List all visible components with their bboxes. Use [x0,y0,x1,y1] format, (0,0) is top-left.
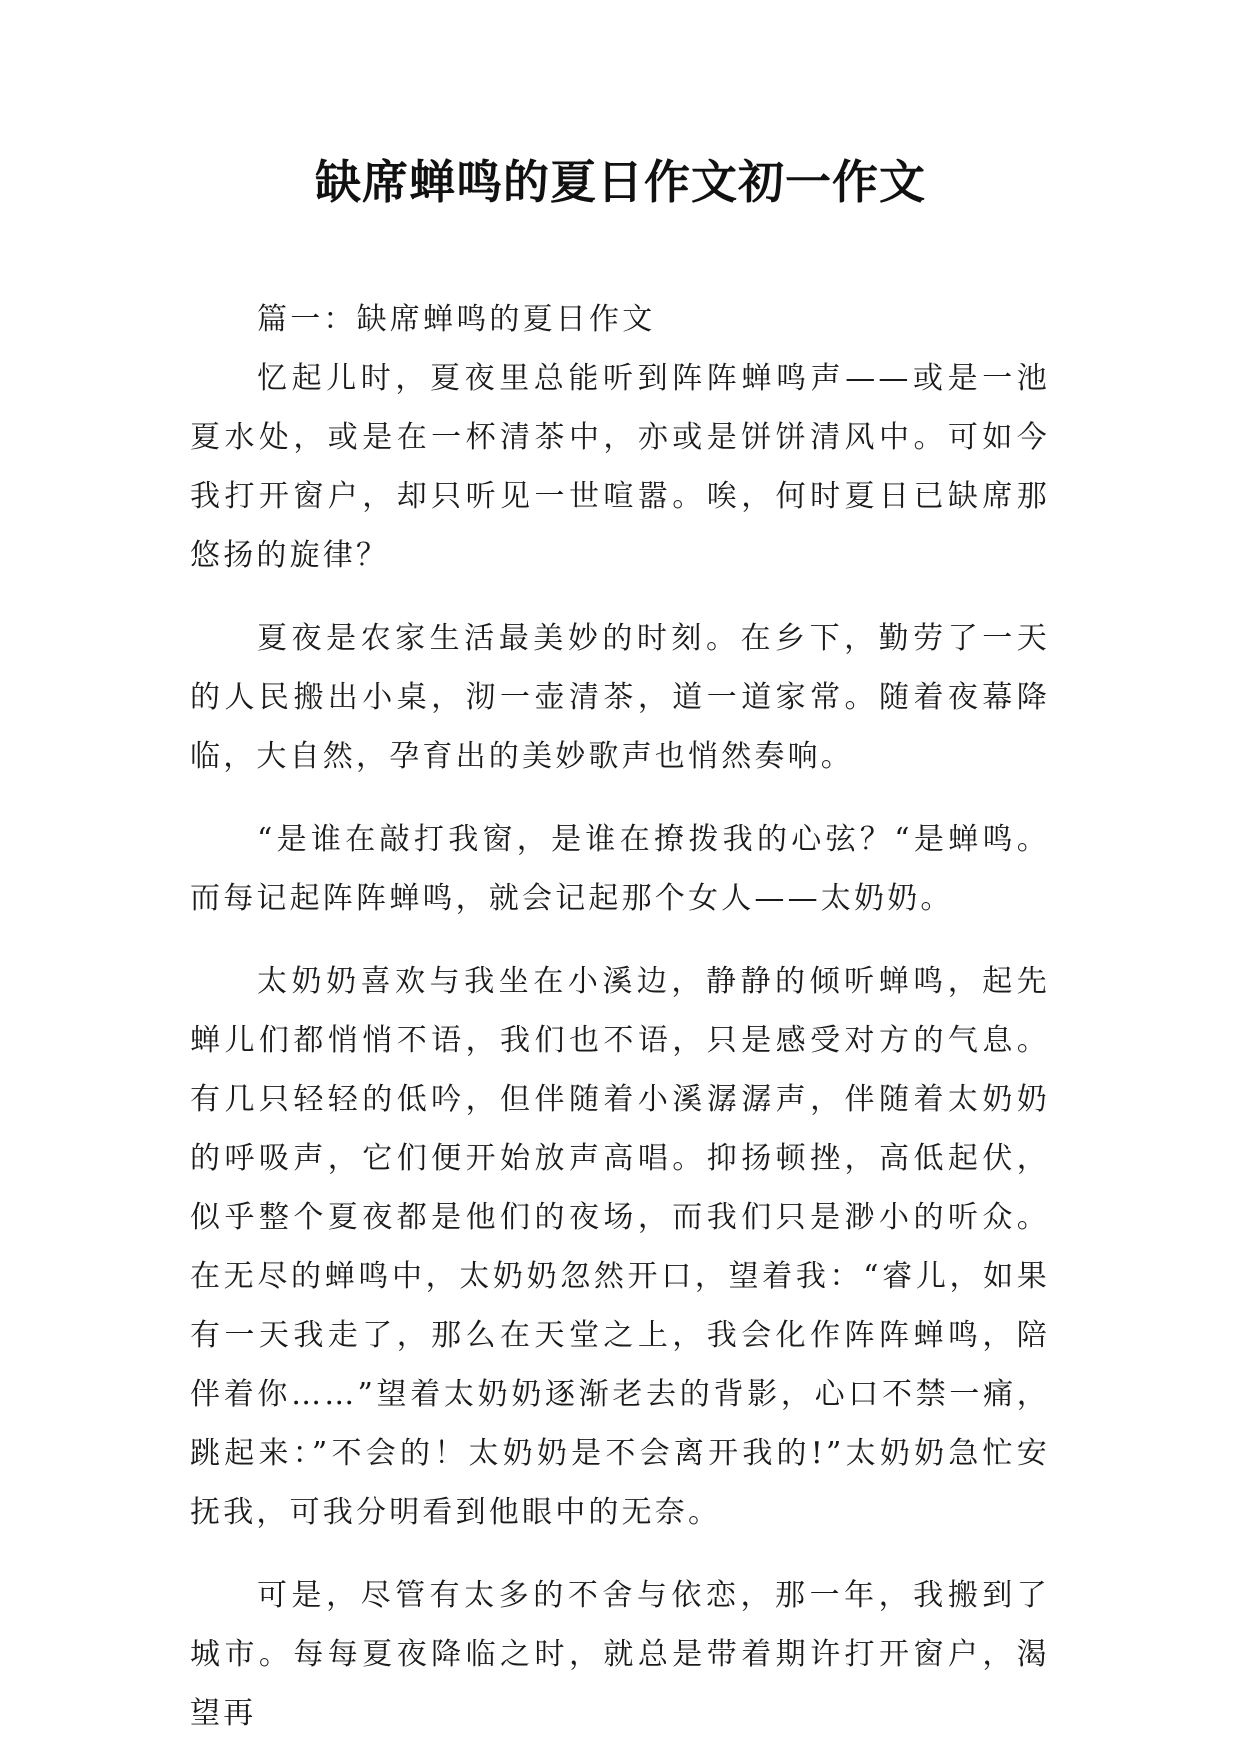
paragraph: 夏夜是农家生活最美妙的时刻。在乡下，勤劳了一天的人民搬出小桌，沏一壶清茶，道一道家常。随着夜幕降临，大自然，孕育出的美妙歌声也悄然奏响。 [190,621,1050,774]
section-heading: 篇一：缺席蝉鸣的夏日作文 [257,302,656,337]
paragraph: 太奶奶喜欢与我坐在小溪边，静静的倾听蝉鸣，起先蝉儿们都悄悄不语，我们也不语，只是感受对方的气息。有几只轻轻的低吟，但伴随着小溪潺潺声，伴随着太奶奶的呼吸声，它们便开始放声高唱。抑扬顿挫，高低起伏，似乎整个夏夜都是他们的夜场，而我们只是渺小的听众。在无尽的蝉鸣中，太奶奶忽然开口，望着我：“睿儿，如果有一天我走了，那么在天堂之上，我会化作阵阵蝉鸣，陪伴着你……”望着太奶奶逐渐老去的背影，心口不禁一痛，跳起来：”不会的！太奶奶是不会离开我的!”太奶奶急忙安抚我，可我分明看到他眼中的无奈。 [190,964,1050,1530]
paragraph: “是谁在敲打我窗，是谁在撩拨我的心弦？“是蝉鸣。而每记起阵阵蝉鸣，就会记起那个女人——太奶奶。 [190,822,1050,916]
paragraph: 忆起儿时，夏夜里总能听到阵阵蝉鸣声——或是一池夏水处，或是在一杯清茶中，亦或是饼饼清风中。可如今我打开窗户，却只听见一世喧嚣。唉，何时夏日已缺席那悠扬的旋律？ [190,361,1050,573]
paragraph: 可是，尽管有太多的不舍与依恋，那一年，我搬到了城市。每每夏夜降临之时，就总是带着期许打开窗户，渴望再 [190,1578,1050,1731]
document-body [190,290,1050,1743]
document-title: 缺席蝉鸣的夏日作文初一作文 [315,155,926,209]
